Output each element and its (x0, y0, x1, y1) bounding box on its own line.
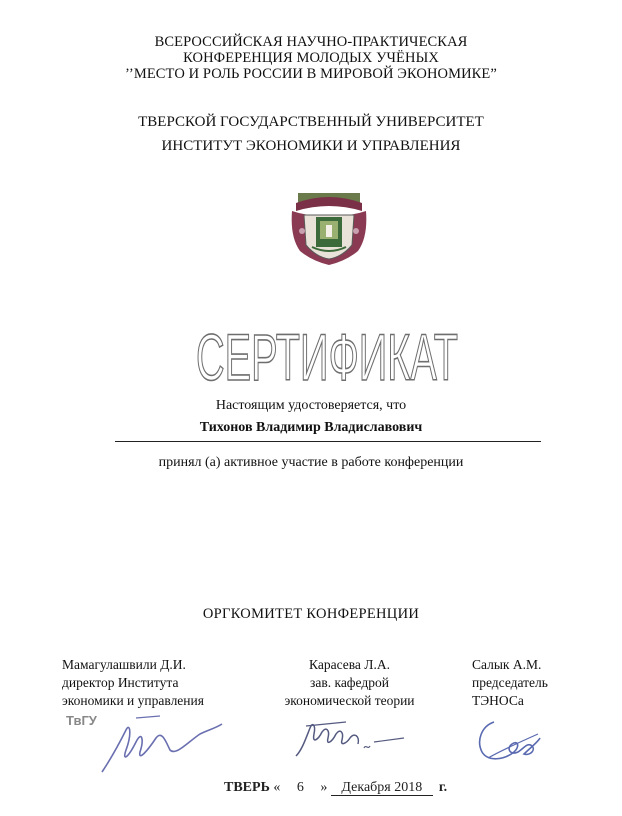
recipient-name: Тихонов Владимир Владиславович (199, 420, 423, 435)
signatory-name: Мамагулашвили Д.И. (62, 657, 186, 672)
issue-date (224, 780, 447, 796)
conference-line-3: ’’МЕСТО И РОЛЬ РОССИИ В МИРОВОЙ ЭКОНОМИКЕ” (125, 66, 497, 82)
date-open-quote: « (273, 780, 281, 795)
conference-title (0, 34, 622, 82)
signatory-chairman (472, 656, 548, 710)
participation-text: принял (а) активное участие в работе конференции (158, 455, 464, 470)
signatory-director (62, 656, 204, 710)
signatory-role: экономики и управления (62, 693, 204, 708)
signatory-name: Салык А.М. (472, 657, 542, 672)
issue-city: ТВЕРЬ (224, 780, 270, 795)
conference-line-1: ВСЕРОССИЙСКАЯ НАУЧНО-ПРАКТИЧЕСКАЯ (154, 34, 468, 50)
year-suffix: г. (438, 780, 448, 795)
svg-text:СЕРТИФИКАТ: СЕРТИФИКАТ (196, 320, 458, 394)
signatory-role: директор Института (62, 675, 179, 690)
chairman-signature (474, 712, 544, 766)
institute-name: ИНСТИТУТ ЭКОНОМИКИ И УПРАВЛЕНИЯ (161, 138, 461, 154)
signatory-head-of-department (272, 656, 427, 710)
conference-line-2: КОНФЕРЕНЦИЯ МОЛОДЫХ УЧЁНЫХ (183, 50, 439, 66)
head-of-department-signature (292, 716, 412, 764)
date-close-quote: » (320, 780, 328, 795)
university-crest-icon (290, 187, 368, 267)
university-block (0, 110, 622, 158)
recipient-underline (115, 441, 541, 442)
committee-title: ОРГКОМИТЕТ КОНФЕРЕНЦИИ (202, 606, 420, 622)
certificate-title (192, 318, 462, 394)
hereby-text: Настоящим удостоверяется, что (215, 398, 407, 413)
signatory-role: председатель (472, 675, 548, 690)
issue-day: 6 (296, 780, 304, 795)
signatory-role: ТЭНОСа (472, 693, 524, 708)
signatory-role: экономической теории (284, 693, 415, 708)
issue-month-year: Декабря 2018 (331, 781, 433, 796)
university-stamp-text: ТвГУ (66, 713, 97, 728)
university-name: ТВЕРСКОЙ ГОСУДАРСТВЕННЫЙ УНИВЕРСИТЕТ (138, 114, 484, 130)
signatory-role: зав. кафедрой (310, 675, 389, 690)
signatory-name: Карасева Л.А. (309, 657, 390, 672)
director-signature (96, 712, 226, 776)
